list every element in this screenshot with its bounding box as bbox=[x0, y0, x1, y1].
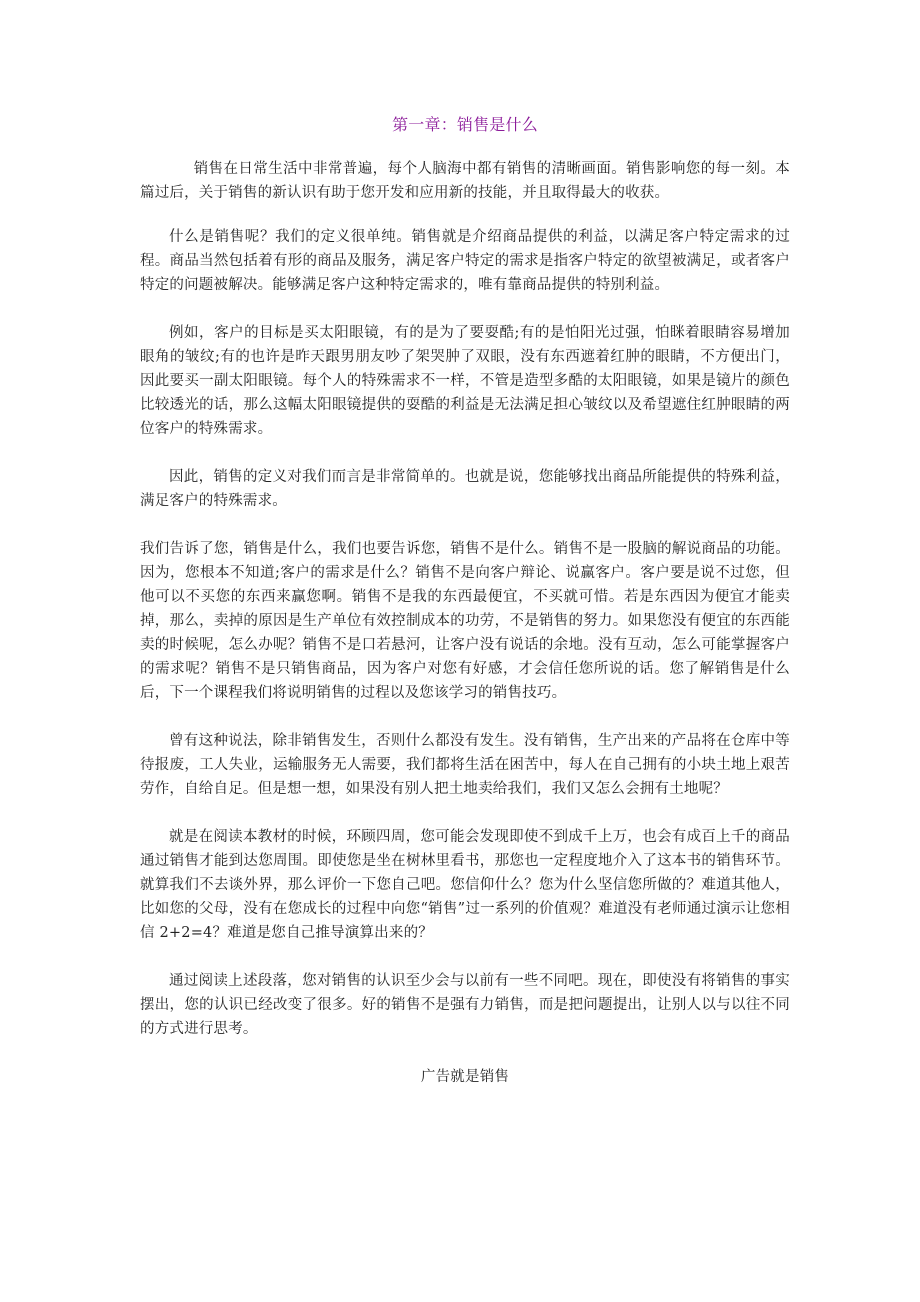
paragraph-sunglasses-example: 例如，客户的目标是买太阳眼镜，有的是为了要耍酷;有的是怕阳光过强，怕眯着眼睛容易增加眼角的皱纹;有的也许是昨天跟男朋友吵了架哭肿了双眼，没有东西遮着红肿的眼睛，不方便出门，因此要买一副太阳眼镜。每个人的特殊需求不一样，不管是造型多酷的太阳眼镜，如果是镜片的颜色比较透光的话，那么这幅太阳眼镜提供的耍酷的利益是无法满足担心皱纹以及希望遮住红肿眼睛的两位客户的特殊需求。 bbox=[140, 325, 790, 437]
chapter-title: 第一章：销售是什么 bbox=[392, 115, 538, 134]
paragraph-look-around: 就是在阅读本教材的时候，环顾四周，您可能会发现即使不到成千上万，也会有成百上千的商品通过销售才能到达您周围。即使您是坐在树林里看书，那您也一定程度地介入了这本书的销售环节。就算我们不去谈外界，那么评价一下您自己吧。您信仰什么？您为什么坚信您所做的？难道其他人，比如您的父母，没有在您成长的过程中向您“销售”过一系列的价值观？难道没有老师通过演示让您相信 2+2=4？难道是您自己推导演算出来的？ bbox=[140, 829, 790, 941]
section-heading: 广告就是销售 bbox=[420, 1069, 510, 1085]
paragraph-conclusion: 因此，销售的定义对我们而言是非常简单的。也就是说，您能够找出商品所能提供的特殊利益，满足客户的特殊需求。 bbox=[140, 469, 790, 509]
paragraph-intro: 销售在日常生活中非常普遍，每个人脑海中都有销售的清晰画面。销售影响您的每一刻。本篇过后，关于销售的新认识有助于您开发和应用新的技能，并且取得最大的收获。 bbox=[140, 161, 790, 201]
paragraph-summary: 通过阅读上述段落，您对销售的认识至少会与以前有一些不同吧。现在，即使没有将销售的事实摆出，您的认识已经改变了很多。好的销售不是强有力销售，而是把问题提出，让别人以与以往不同的方式进行思考。 bbox=[140, 973, 790, 1037]
paragraph-definition: 什么是销售呢？我们的定义很单纯。销售就是介绍商品提供的利益，以满足客户特定需求的过程。商品当然包括着有形的商品及服务，满足客户特定的需求是指客户特定的欲望被满足，或者客户特定的问题被解决。能够满足客户这种特定需求的，唯有靠商品提供的特别利益。 bbox=[140, 229, 790, 293]
document-body bbox=[140, 112, 790, 1089]
paragraph-nothing-happens: 曾有这种说法，除非销售发生，否则什么都没有发生。没有销售，生产出来的产品将在仓库中等待报废，工人失业，运输服务无人需要，我们都将生活在困苦中，每人在自己拥有的小块土地上艰苦劳作，自给自足。但是想一想，如果没有别人把土地卖给我们，我们又怎么会拥有土地呢？ bbox=[140, 733, 790, 797]
paragraph-what-sales-is-not: 我们告诉了您，销售是什么，我们也要告诉您，销售不是什么。销售不是一股脑的解说商品的功能。因为，您根本不知道;客户的需求是什么？销售不是向客户辩论、说赢客户。客户要是说不过您，但他可以不买您的东西来赢您啊。销售不是我的东西最便宜，不买就可惜。若是东西因为便宜才能卖掉，那么，卖掉的原因是生产单位有效控制成本的功劳，不是销售的努力。如果您没有便宜的东西能卖的时候呢，怎么办呢？销售不是口若悬河，让客户没有说话的余地。没有互动，怎么可能掌握客户的需求呢？销售不是只销售商品，因为客户对您有好感，才会信任您所说的话。您了解销售是什么后，下一个课程我们将说明销售的过程以及您该学习的销售技巧。 bbox=[140, 541, 790, 701]
